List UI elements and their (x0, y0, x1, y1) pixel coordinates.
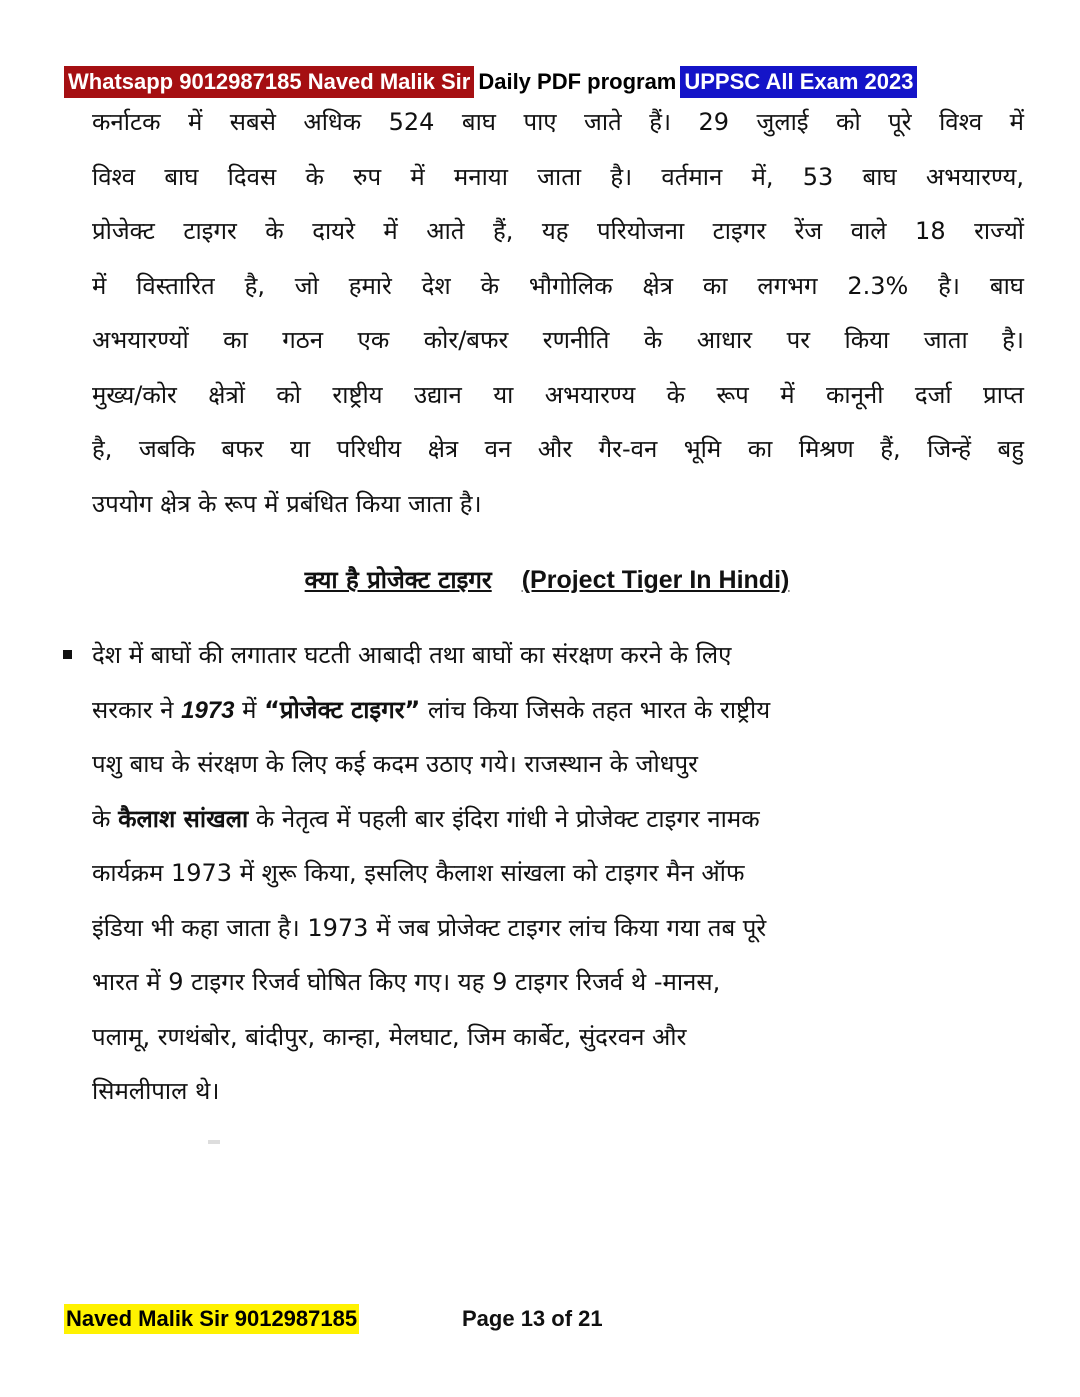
text-line: प्रोजेक्ट टाइगर के दायरे में आते हैं, यह परियोजना टाइगर रेंज वाले 18 राज्यों (92, 217, 1024, 245)
text-span: के नेतृत्व में पहली बार इंदिरा गांधी ने प्रोजेक्ट टाइगर नामक (248, 804, 760, 833)
year-1973: 1973 (181, 696, 235, 724)
text-line: कार्यक्रम 1973 में शुरू किया, इसलिए कैलाश सांखला को टाइगर मैन ऑफ (92, 859, 745, 887)
text-line: पशु बाघ के संरक्षण के लिए कई कदम उठाए गये। राजस्थान के जोधपुर (92, 750, 698, 778)
text-span: में (234, 695, 265, 724)
footer-page-number: Page 13 of 21 (462, 1306, 603, 1331)
text-line (92, 792, 1024, 847)
bullet-square-icon (63, 650, 72, 659)
text-line: मुख्य/कोर क्षेत्रों को राष्ट्रीय उद्यान या अभयारण्य के रूप में कानूनी दर्जा प्राप्त (92, 380, 1024, 409)
text-line: कर्नाटक में सबसे अधिक 524 बाघ पाए जाते हैं। 29 जुलाई को पूरे विश्व में (92, 108, 1024, 136)
text-span: सरकार ने (92, 695, 182, 724)
text-line: देश में बाघों की लगातार घटती आबादी तथा बाघों का संरक्षण करने के लिए (92, 641, 732, 669)
text-line: विश्व बाघ दिवस के रुप में मनाया जाता है। वर्तमान में, 53 बाघ अभयारण्य, (92, 162, 1024, 191)
text-line: पलामू, रणथंबोर, बांदीपुर, कान्हा, मेलघाट, जिम कार्बेट, सुंदरवन और (92, 1022, 687, 1051)
kailash-sankhala: कैलाश सांखला (118, 804, 249, 833)
header-exam: UPPSC All Exam 2023 (680, 66, 917, 98)
text-line: उपयोग क्षेत्र के रूप में प्रबंधित किया जाता है। (92, 489, 482, 518)
header-daily-pdf: Daily PDF program (474, 66, 680, 98)
text-line: इंडिया भी कहा जाता है। 1973 में जब प्रोजेक्ट टाइगर लांच किया गया तब पूरे (92, 913, 767, 942)
text-span: लांच किया जिसके तहत भारत के राष्ट्रीय (420, 695, 771, 724)
text-line: है, जबकि बफर या परिधीय क्षेत्र वन और गैर-वन भूमि का मिश्रण हैं, जिन्हें बहु (92, 435, 1024, 463)
section-heading-hindi: क्या है प्रोजेक्ट टाइगर (304, 566, 492, 594)
text-line: अभयारण्यों का गठन एक कोर/बफर रणनीति के आधार पर किया जाता है। (92, 326, 1024, 354)
text-line (92, 683, 1024, 738)
section-heading-english: (Project Tiger In Hindi) (521, 566, 790, 594)
section-heading (92, 560, 1002, 600)
text-line: सिमलीपाल थे। (92, 1077, 220, 1105)
project-tiger-paragraph (92, 628, 1024, 1119)
footer-contact: Naved Malik Sir 9012987185 (64, 1304, 359, 1334)
header-whatsapp: Whatsapp 9012987185 Naved Malik Sir (64, 66, 474, 98)
project-tiger-quote: “प्रोजेक्ट टाइगर” (264, 695, 421, 724)
text-line: में विस्तारित है, जो हमारे देश के भौगोलिक क्षेत्र का लगभग 2.3% है। बाघ (92, 271, 1024, 300)
text-span: के (92, 804, 119, 833)
scan-mark (208, 1140, 220, 1144)
intro-paragraph (92, 95, 1024, 531)
page-header (64, 66, 917, 98)
text-line: भारत में 9 टाइगर रिजर्व घोषित किए गए। यह 9 टाइगर रिजर्व थे -मानस, (92, 968, 721, 996)
